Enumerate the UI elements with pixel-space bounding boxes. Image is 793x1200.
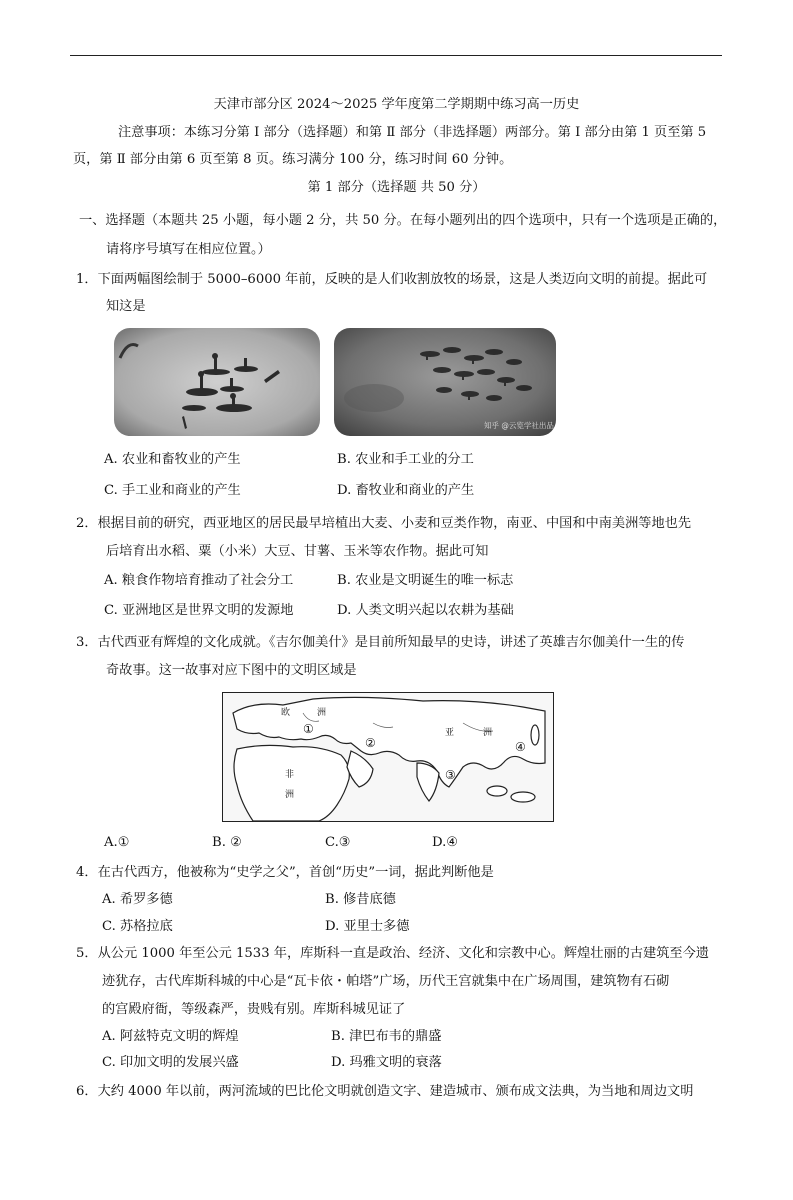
q5-stem-line-1: 5．从公元 1000 年至公元 1533 年，库斯科一直是政治、经济、文化和宗教中心。辉煌壮丽的古建筑至今遗 [76, 946, 709, 961]
q5-option-c[interactable]: C. 印加文明的发展兴盛 [102, 1055, 239, 1070]
q4-option-a[interactable]: A. 希罗多德 [102, 892, 173, 907]
q3-option-a[interactable]: A.① [104, 835, 130, 850]
q1-option-d[interactable]: D. 畜牧业和商业的产生 [337, 483, 475, 498]
q1-stem-line-2: 知这是 [106, 299, 146, 314]
q4-option-d[interactable]: D. 亚里士多德 [325, 919, 410, 934]
q1-option-b[interactable]: B. 农业和手工业的分工 [337, 452, 474, 467]
q1-stem-line-1: 1．下面两幅图绘制于 5000–6000 年前，反映的是人们收割放牧的场景，这是人类迈向文明的前提。据此可 [76, 272, 708, 287]
q5-stem-line-2: 迹犹存，古代库斯科城的中心是“瓦卡依・帕塔”广场，历代王宫就集中在广场周围，建筑物有石砌 [102, 974, 670, 989]
map-label-africa-b: 洲 [285, 790, 295, 800]
map-label-europe-a: 欧 [281, 708, 291, 718]
q4-option-b[interactable]: B. 修昔底德 [325, 892, 396, 907]
map-label-asia-b: 洲 [483, 728, 493, 738]
notice-line-2: 页，第 Ⅱ 部分由第 6 页至第 8 页。练习满分 100 分，练习时间 60 分钟。 [73, 152, 513, 167]
map-label-europe-b: 洲 [317, 708, 327, 718]
map-marker-4: ④ [515, 740, 526, 754]
q4-option-c[interactable]: C. 苏格拉底 [102, 919, 173, 934]
q2-option-d[interactable]: D. 人类文明兴起以农耕为基础 [337, 603, 514, 618]
q1-option-a[interactable]: A. 农业和畜牧业的产生 [104, 452, 241, 467]
q2-option-b[interactable]: B. 农业是文明诞生的唯一标志 [337, 573, 514, 588]
q3-option-d[interactable]: D.④ [432, 835, 459, 850]
rock-painting-harvest-image [114, 328, 320, 436]
map-marker-1: ① [303, 722, 314, 736]
map-label-africa-a: 非 [285, 770, 295, 780]
q5-option-a[interactable]: A. 阿兹特克文明的辉煌 [102, 1029, 239, 1044]
q5-stem-line-3: 的宫殿府衙，等级森严，贵贱有别。库斯科城见证了 [102, 1002, 406, 1017]
section-line-1: 一、选择题（本题共 25 小题，每小题 2 分，共 50 分。在每小题列出的四个选项中，只有一个选项是正确的， [79, 213, 727, 228]
q3-option-b[interactable]: B. ② [212, 835, 242, 850]
part1-heading: 第 1 部分（选择题 共 50 分） [307, 180, 486, 195]
q2-option-a[interactable]: A. 粮食作物培育推动了社会分工 [104, 573, 294, 588]
q2-stem-line-1: 2．根据目前的研究，西亚地区的居民最早培植出大麦、小麦和豆类作物，南亚、中国和中南美洲等地也先 [76, 516, 692, 531]
map-marker-3: ③ [445, 768, 456, 782]
section-line-2: 请将序号填写在相应位置。） [106, 242, 271, 257]
world-civilization-map [222, 692, 554, 822]
map-marker-2: ② [365, 736, 376, 750]
rock-painting-herding-image [334, 328, 556, 436]
q2-stem-line-2: 后培育出水稻、粟（小米）大豆、甘薯、玉米等农作物。据此可知 [106, 544, 489, 559]
q1-option-c[interactable]: C. 手工业和商业的产生 [104, 483, 241, 498]
notice-line-1: 注意事项：本练习分第 Ⅰ 部分（选择题）和第 Ⅱ 部分（非选择题）两部分。第 Ⅰ 部分由第 1 页至第 5 [118, 125, 707, 140]
q3-option-c[interactable]: C.③ [325, 835, 351, 850]
page-title: 天津市部分区 2024～2025 学年度第二学期期中练习高一历史 [213, 97, 580, 112]
top-rule [70, 55, 722, 56]
map-label-asia-a: 亚 [445, 728, 455, 738]
q5-option-b[interactable]: B. 津巴布韦的鼎盛 [331, 1029, 442, 1044]
q3-stem-line-1: 3．古代西亚有辉煌的文化成就。《吉尔伽美什》是目前所知最早的史诗，讲述了英雄吉尔伽美什一生的传 [76, 635, 685, 650]
image-watermark: 知乎 @云览学社出品 [484, 421, 554, 430]
q4-stem-line-1: 4．在古代西方，他被称为“史学之父”，首创“历史”一词，据此判断他是 [76, 865, 494, 880]
q6-stem-line-1: 6．大约 4000 年以前，两河流域的巴比伦文明就创造文字、建造城市、颁布成文法典，为当地和周边文明 [76, 1084, 694, 1099]
q3-stem-line-2: 奇故事。这一故事对应下图中的文明区域是 [106, 663, 357, 678]
q5-option-d[interactable]: D. 玛雅文明的衰落 [331, 1055, 442, 1070]
q2-option-c[interactable]: C. 亚洲地区是世界文明的发源地 [104, 603, 294, 618]
